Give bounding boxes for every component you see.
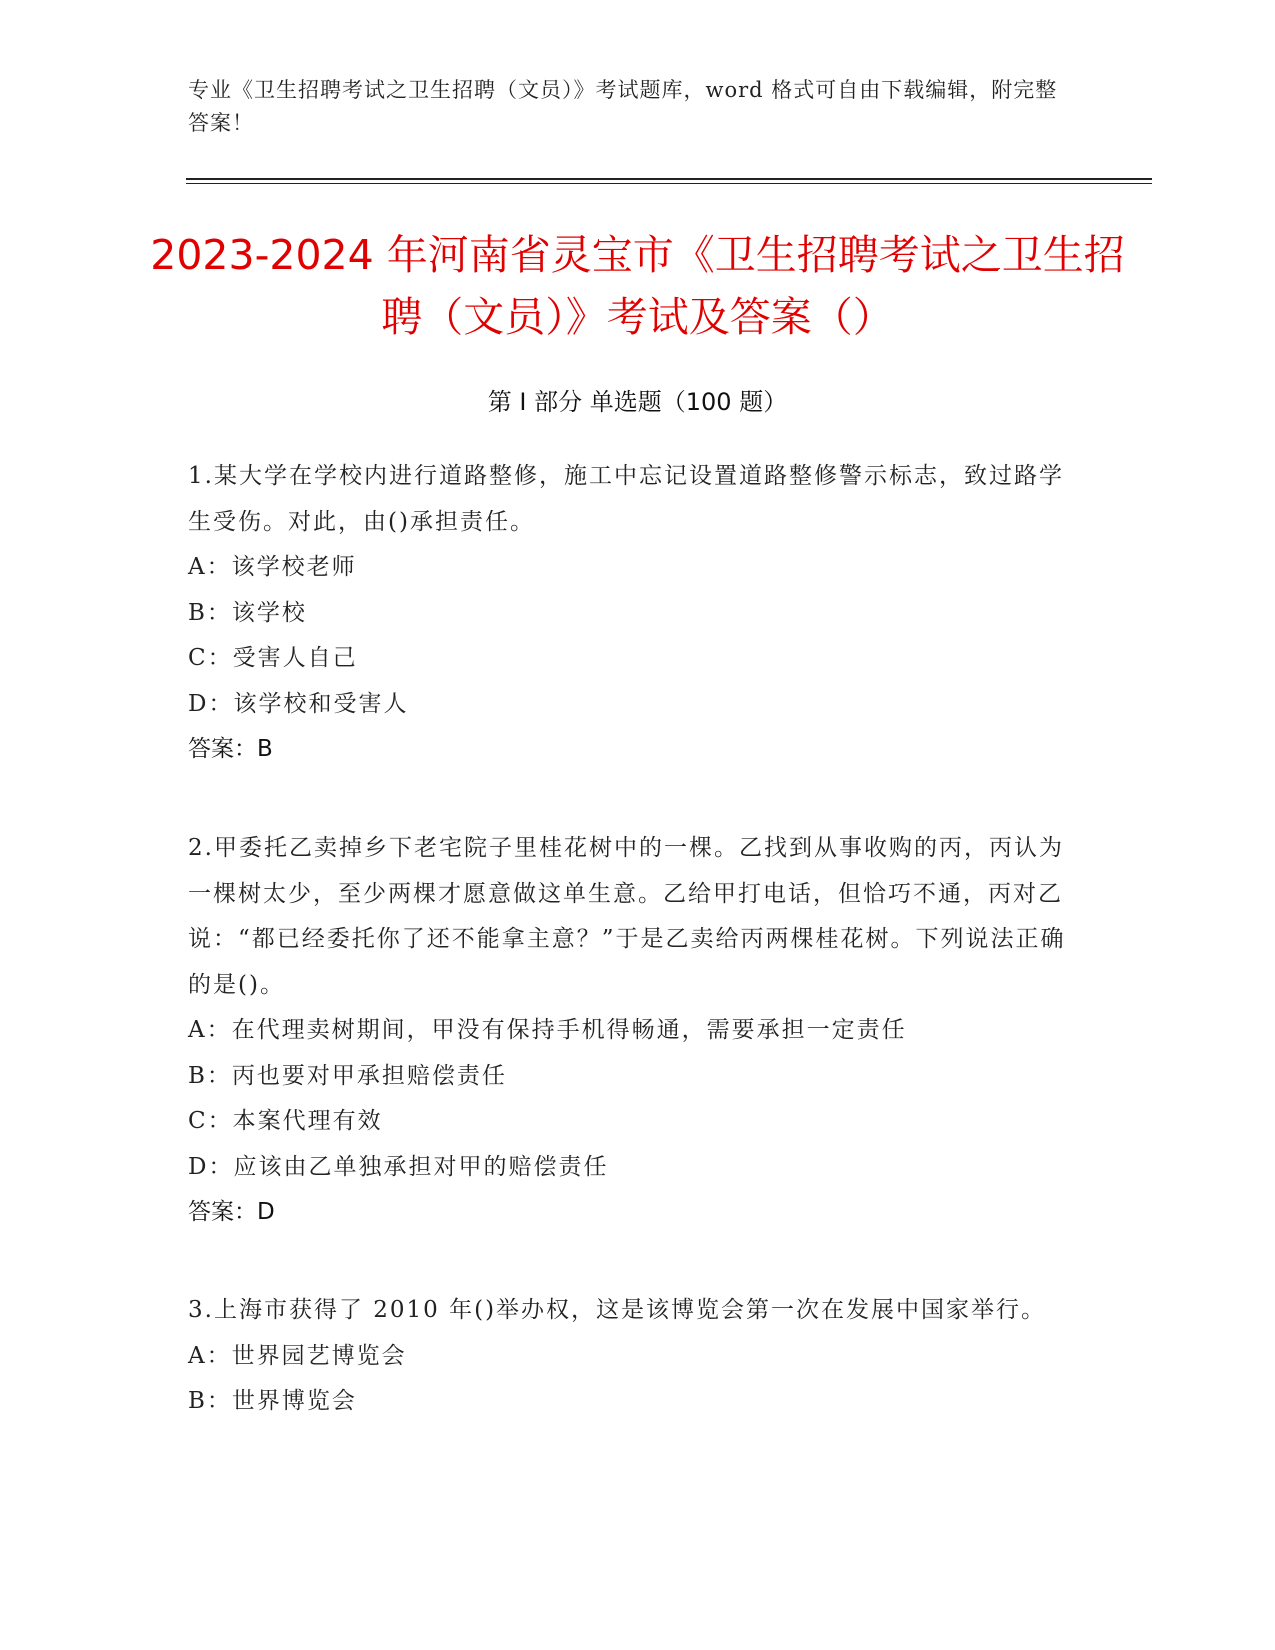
option-d: D：应该由乙单独承担对甲的赔偿责任 bbox=[188, 1153, 609, 1180]
option-a: A：该学校老师 bbox=[188, 554, 357, 580]
option-b: B：丙也要对甲承担赔偿责任 bbox=[188, 1062, 507, 1089]
answer-label: 答案：D bbox=[188, 1199, 275, 1225]
question-3 bbox=[188, 1288, 1078, 1425]
question-stem: 1.某大学在学校内进行道路整修，施工中忘记设置道路整修警示标志，致过路学生受伤。对此，由()承担责任。 bbox=[188, 463, 1064, 535]
answer-label: 答案：B bbox=[188, 736, 273, 762]
question-1 bbox=[188, 454, 1078, 773]
header-note: 专业《卫生招聘考试之卫生招聘（文员）》考试题库，word 格式可自由下载编辑，附完整答案！ bbox=[188, 78, 1058, 135]
option-a: A：在代理卖树期间，甲没有保持手机得畅通，需要承担一定责任 bbox=[188, 1017, 907, 1043]
document-title: 2023-2024 年河南省灵宝市《卫生招聘考试之卫生招聘（文员）》考试及答案（） bbox=[150, 231, 1125, 341]
question-stem: 3.上海市获得了 2010 年()举办权，这是该博览会第一次在发展中国家举行。 bbox=[188, 1297, 1047, 1323]
header-divider-thick bbox=[186, 178, 1152, 180]
option-c: C：本案代理有效 bbox=[188, 1108, 383, 1134]
question-stem: 2.甲委托乙卖掉乡下老宅院子里桂花树中的一棵。乙找到从事收购的丙，丙认为一棵树太少，至少两棵才愿意做这单生意。乙给甲打电话，但恰巧不通，丙对乙说：“都已经委托你了还不能拿主意？”于是乙卖给丙两棵桂花树。下列说法正确的是()。 bbox=[188, 835, 1066, 998]
header-divider-thin bbox=[186, 183, 1152, 184]
option-b: B：世界博览会 bbox=[188, 1388, 357, 1414]
question-2 bbox=[188, 826, 1078, 1236]
section-heading: 第 I 部分 单选题（100 题） bbox=[487, 388, 788, 416]
option-d: D：该学校和受害人 bbox=[188, 690, 409, 717]
option-b: B：该学校 bbox=[188, 599, 307, 626]
option-c: C：受害人自己 bbox=[188, 645, 358, 671]
option-a: A：世界园艺博览会 bbox=[188, 1342, 407, 1369]
